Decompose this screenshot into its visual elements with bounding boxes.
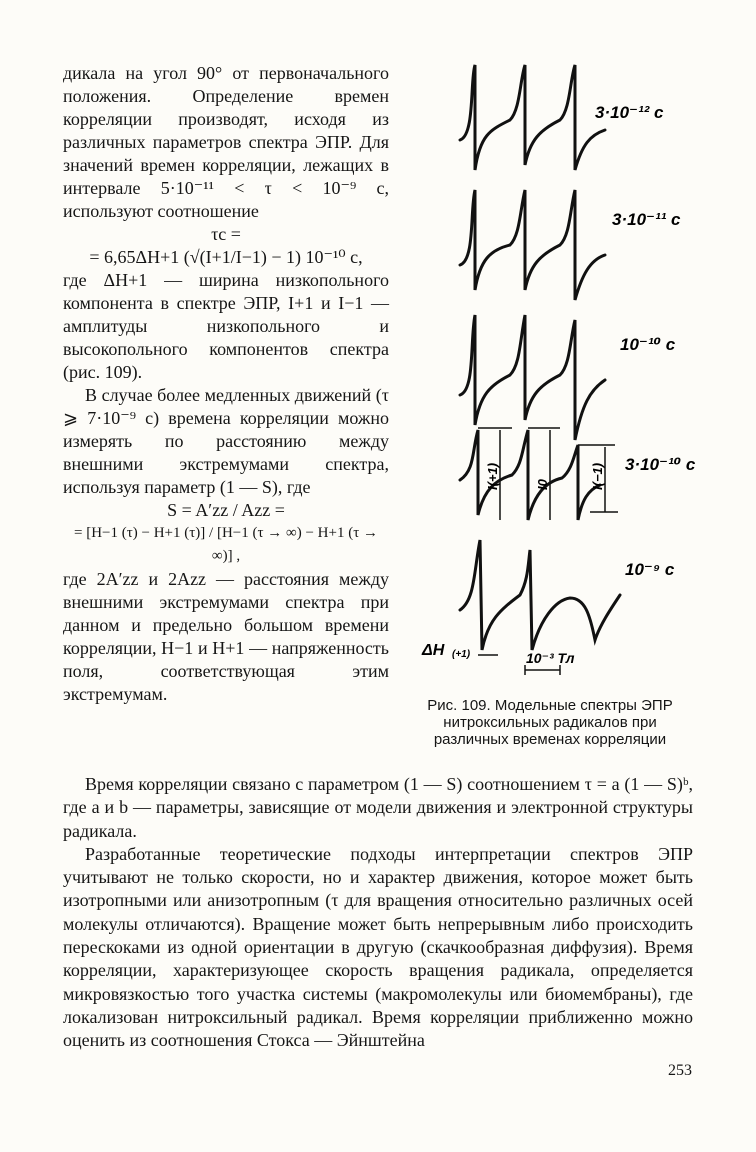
paragraph: Разработанные теоретические подходы интерпретации спектров ЭПР учитывают не только скорости, но и характер движения, которое может быть изотропными или анизотропным (τ для вращения относительно различных осей молекулы отличаются). Вращение может быть непрерывным либо происходить перескоками из одной ориентации в другую (скачкообразная диффузия). Время корреляции, характеризующее скорость вращения радикала, определяется микровязкостью того участка системы (макромолекулы или биомембраны), где локализован нитроксильный радикал. Время корреляции приближенно можно оценить из соотношения Стокса — Эйнштейна	[63, 843, 693, 1051]
tau-label: 3·10⁻¹¹ с	[612, 210, 681, 229]
equation-s-fields: = [H−1 (τ) − H+1 (τ)] / [H−1 (τ → ∞) − H+1 (τ → ∞)] ,	[74, 525, 378, 564]
scale-label: 10⁻³ Тл	[526, 650, 575, 666]
equation-tau-c-rhs: = 6,65ΔH+1 (√(I+1/I−1) − 1) 10⁻¹⁰ с,	[89, 247, 363, 267]
annotation-i0: I0	[535, 479, 550, 490]
page-number: 253	[668, 1062, 692, 1079]
annotation-i-plus: I(+1)	[485, 462, 500, 490]
tau-label: 3·10⁻¹² с	[595, 103, 664, 122]
left-column	[63, 62, 389, 706]
paragraph: дикала на угол 90° от первоначального положения. Определение времен корреляции производят, исходя из различных параметров спектра ЭПР. Для значений времен корреляции, лежащих в интервале 5·10⁻¹¹ < τ < 10⁻⁹ с, используют соотношение	[63, 63, 389, 221]
paragraph: где 2A′zz и 2Azz — расстояния между внешними экстремумами спектра при данном и предельно большом времени корреляции, H−1 и H+1 — напряженность поля, соответствующая этим экстремумам.	[63, 569, 389, 704]
main-text	[63, 773, 693, 1053]
spectrum-curve	[460, 190, 605, 300]
tau-label: 10⁻⁹ с	[625, 560, 675, 579]
spectrum-curve	[460, 540, 620, 650]
paragraph: Время корреляции связано с параметром (1 — S) соотношением τ = a (1 — S)ᵇ, где a и b — параметры, зависящие от модели движения и электронной структуры радикала.	[63, 774, 693, 841]
delta-h-subscript: (+1)	[452, 649, 471, 660]
spectrum-curve	[460, 430, 600, 520]
paragraph: где ΔH+1 — ширина низкопольного компонента в спектре ЭПР, I+1 и I−1 — амплитуды низкопольного и высокопольного компонентов спектра (рис. 109).	[63, 270, 389, 382]
delta-h-label: ΔH	[422, 642, 445, 659]
annotation-i-minus: I(−1)	[590, 462, 605, 490]
tau-label: 10⁻¹⁰ с	[620, 335, 676, 354]
figure-caption: Рис. 109. Модельные спектры ЭПР нитроксильных радикалов при различных временах корреляции	[427, 697, 673, 748]
epr-spectra-figure	[400, 50, 720, 690]
equation-s-ratio: S = A′zz / Azz =	[167, 500, 285, 520]
paragraph: В случае более медленных движений (τ ⩾ 7·10⁻⁹ с) времена корреляции можно измерять по расстоянию между внешними экстремумами спектра, используя параметр (1 — S), где	[63, 385, 389, 497]
spectrum-curve	[460, 65, 605, 170]
equation-tau-c-lhs: τc =	[211, 224, 241, 244]
spectrum-curve	[460, 315, 605, 440]
tau-label: 3·10⁻¹⁰ с	[625, 455, 696, 474]
